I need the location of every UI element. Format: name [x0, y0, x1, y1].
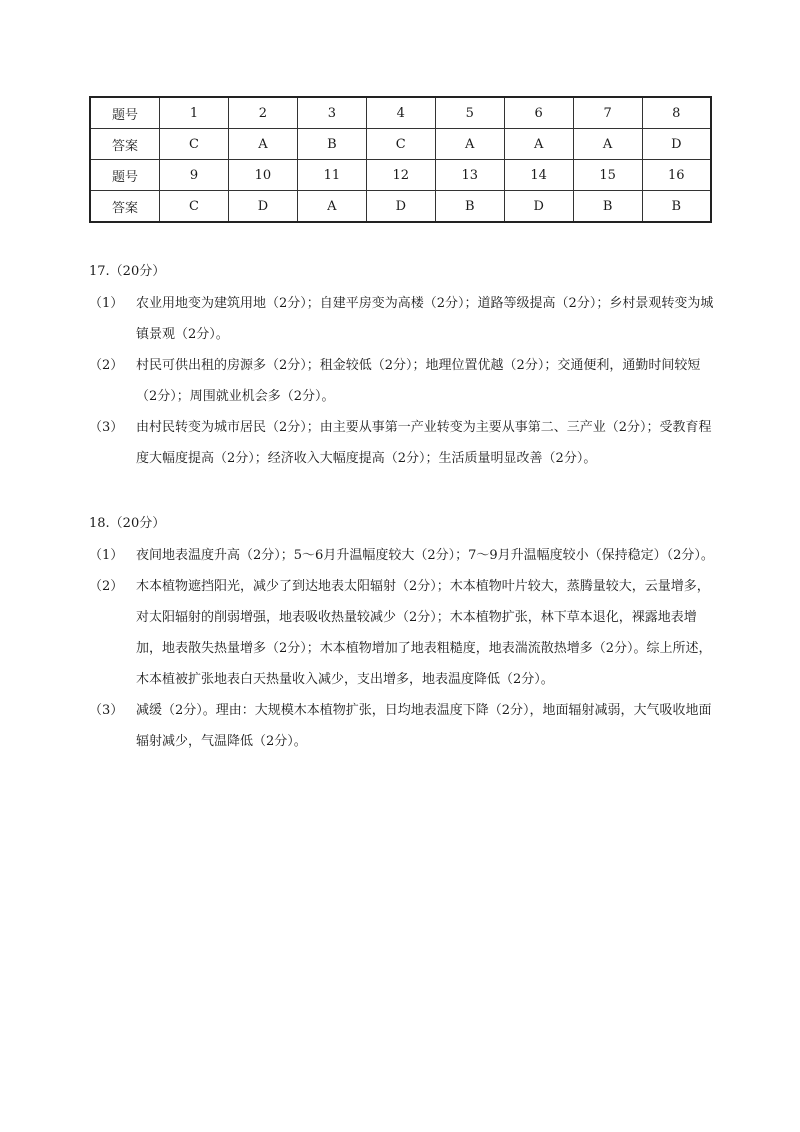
row-label: 答案 [90, 129, 160, 160]
q17-item [89, 350, 719, 412]
table-cell: A [297, 191, 366, 223]
table-cell: D [504, 191, 573, 223]
table-cell: D [642, 129, 711, 160]
table-cell: 7 [573, 97, 642, 129]
table-cell: 15 [573, 160, 642, 191]
q18-item [89, 571, 719, 695]
table-cell: 2 [228, 97, 297, 129]
question-17-title: 17.（20分） [89, 264, 166, 279]
question-17 [89, 262, 719, 474]
q18-item [89, 540, 719, 571]
table-cell: 6 [504, 97, 573, 129]
item-text: 村民可供出租的房源多（2分）；租金较低（2分）；地理位置优越（2分）；交通便利，通勤时间较短（2分）；周围就业机会多（2分）。 [136, 358, 701, 404]
table-cell: 4 [366, 97, 435, 129]
item-text: 夜间地表温度升高（2分）；5～6月升温幅度较大（2分）；7～9月升温幅度较小（保持稳定）（2分）。 [136, 548, 714, 563]
table-row [90, 129, 711, 160]
table-row [90, 160, 711, 191]
table-cell: A [573, 129, 642, 160]
table-cell: 13 [435, 160, 504, 191]
table-cell: 5 [435, 97, 504, 129]
item-number: （3） [89, 703, 124, 718]
item-text: 农业用地变为建筑用地（2分）；自建平房变为高楼（2分）；道路等级提高（2分）；乡村景观转变为城镇景观（2分）。 [136, 296, 714, 342]
table-cell: B [573, 191, 642, 223]
item-text: 木本植物遮挡阳光，减少了到达地表太阳辐射（2分）；木本植物叶片较大，蒸腾量较大，云量增多，对太阳辐射的削弱增强，地表吸收热量较减少（2分）；木本植物扩张，林下草本退化，裸露地表增加，地表散失热量增多（2分）；木本植物增加了地表粗糙度，地表湍流散热增多（2分）。综上所述，木本植被扩张地表白天热量收入减少，支出增多，地表温度降低（2分）。 [136, 579, 712, 687]
table-cell: 12 [366, 160, 435, 191]
item-text: 减缓（2分）。理由：大规模木本植物扩张，日均地表温度下降（2分），地面辐射减弱，大气吸收地面辐射减少，气温降低（2分）。 [136, 703, 712, 749]
item-number: （2） [89, 358, 124, 373]
table-cell: 10 [228, 160, 297, 191]
table-cell: B [297, 129, 366, 160]
table-cell: A [504, 129, 573, 160]
item-number: （1） [89, 296, 124, 311]
table-cell: 9 [160, 160, 229, 191]
table-cell: C [160, 129, 229, 160]
item-text: 由村民转变为城市居民（2分）；由主要从事第一产业转变为主要从事第二、三产业（2分）；受教育程度大幅度提高（2分）；经济收入大幅度提高（2分）；生活质量明显改善（2分）。 [136, 420, 712, 466]
item-number: （1） [89, 548, 124, 563]
table-cell: 1 [160, 97, 229, 129]
table-cell: D [366, 191, 435, 223]
table-row [90, 97, 711, 129]
table-cell: C [366, 129, 435, 160]
table-cell: 16 [642, 160, 711, 191]
question-18-title: 18.（20分） [89, 516, 166, 531]
row-label: 题号 [90, 97, 160, 129]
item-number: （3） [89, 420, 124, 435]
answer-key-table [89, 96, 712, 223]
row-label: 答案 [90, 191, 160, 223]
table-cell: A [228, 129, 297, 160]
row-label: 题号 [90, 160, 160, 191]
q17-item [89, 412, 719, 474]
table-cell: B [642, 191, 711, 223]
table-row [90, 191, 711, 223]
q18-item [89, 695, 719, 757]
table-cell: 11 [297, 160, 366, 191]
table-cell: B [435, 191, 504, 223]
item-number: （2） [89, 579, 124, 594]
table-cell: C [160, 191, 229, 223]
q17-item [89, 288, 719, 350]
table-cell: 8 [642, 97, 711, 129]
table-cell: D [228, 191, 297, 223]
table-cell: 14 [504, 160, 573, 191]
table-cell: A [435, 129, 504, 160]
table-cell: 3 [297, 97, 366, 129]
question-18 [89, 514, 719, 757]
